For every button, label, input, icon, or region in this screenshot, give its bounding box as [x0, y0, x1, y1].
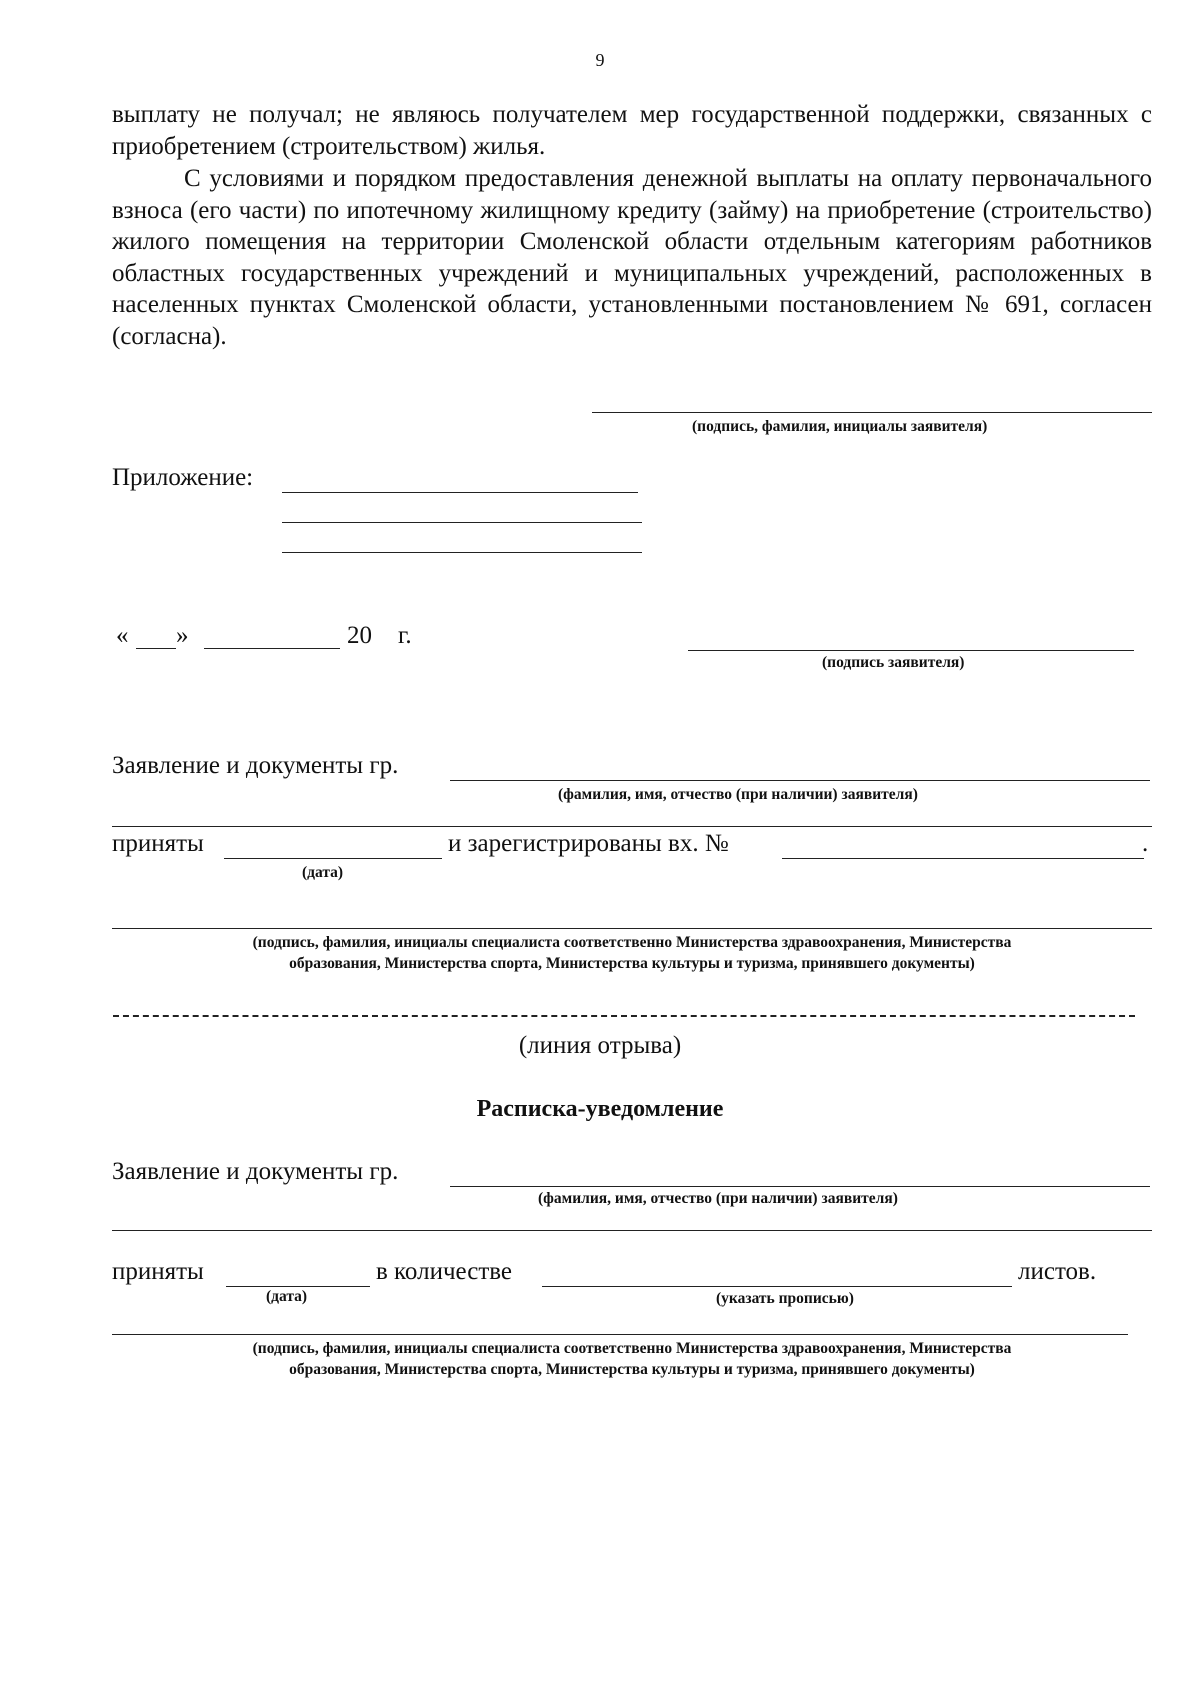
applicant-signature-caption: (подпись, фамилия, инициалы заявителя)	[692, 418, 988, 435]
specialist-signature-caption-2	[112, 1338, 1152, 1380]
attachment-line-2[interactable]	[282, 522, 642, 523]
quantity-label: в количестве	[376, 1258, 513, 1285]
page-number: 9	[595, 50, 605, 70]
date-day-line[interactable]	[136, 648, 176, 649]
tear-line-label: (линия отрыва)	[518, 1032, 682, 1059]
paragraph-1: выплату не получал; не являюсь получателем мер государственной поддержки, связанных с приобретением (строительством) жилья.	[112, 101, 1152, 160]
specialist-caption-2-line-1: (подпись, фамилия, инициалы специалиста соответственно Министерства здравоохранения, Министерства	[252, 1340, 1012, 1357]
applicant-signature-2-caption: (подпись заявителя)	[822, 654, 965, 671]
date-close-quote: »	[176, 622, 189, 649]
specialist-caption-1-line-2: образования, Министерства спорта, Министерства культуры и туризма, принявшего документы)	[289, 955, 975, 972]
sheets-label: листов.	[1018, 1258, 1097, 1285]
statement-continuation-line-1[interactable]	[112, 826, 1152, 827]
statement-fio-caption-1: (фамилия, имя, отчество (при наличии) заявителя)	[558, 786, 918, 803]
date-year: 20	[347, 622, 372, 649]
specialist-caption-2-line-2: образования, Министерства спорта, Министерства культуры и туризма, принявшего документы)	[289, 1361, 975, 1378]
accepted-label-1: приняты	[112, 830, 204, 857]
attachment-line-3[interactable]	[282, 552, 642, 553]
statement-fio-line-2[interactable]	[450, 1186, 1150, 1187]
specialist-signature-line-1[interactable]	[112, 928, 1152, 929]
date-month-line[interactable]	[204, 648, 340, 649]
specialist-signature-line-2[interactable]	[112, 1334, 1128, 1335]
registered-label: и зарегистрированы вх. №	[448, 830, 729, 857]
registration-period: .	[1142, 830, 1149, 857]
date-year-suffix: г.	[398, 622, 412, 649]
attachment-line-1[interactable]	[282, 492, 638, 493]
statement-label-1: Заявление и документы гр.	[112, 752, 399, 779]
specialist-signature-caption-1	[112, 932, 1152, 974]
statement-continuation-line-2[interactable]	[112, 1230, 1152, 1231]
tear-dashed-line	[113, 1015, 1135, 1017]
statement-fio-line-1[interactable]	[450, 780, 1150, 781]
accepted-label-2: приняты	[112, 1258, 204, 1285]
applicant-signature-2-line[interactable]	[688, 650, 1134, 651]
date-open-quote: «	[116, 622, 129, 649]
applicant-signature-line[interactable]	[592, 412, 1152, 413]
specialist-caption-1-line-1: (подпись, фамилия, инициалы специалиста соответственно Министерства здравоохранения, Министерства	[252, 934, 1012, 951]
accepted-date-caption-1: (дата)	[302, 864, 344, 881]
accepted-date-line-1[interactable]	[224, 858, 442, 859]
statement-label-2: Заявление и документы гр.	[112, 1158, 399, 1185]
receipt-heading: Расписка-уведомление	[476, 1096, 724, 1122]
accepted-date-caption-2: (дата)	[266, 1288, 308, 1305]
accepted-date-line-2[interactable]	[226, 1286, 370, 1287]
in-words-caption: (указать прописью)	[716, 1290, 854, 1307]
paragraph-2: С условиями и порядком предоставления денежной выплаты на оплату первоначального взноса (его части) по ипотечному жилищному кредиту (займу) на приобретение (строительство) жилого помещения на территории Смоленской области отдельным категориям работников областных государственных учреждений и муниципальных учреждений, расположенных в населенных пунктах Смоленской области, установленными постановлением № 691, согласен (согласна).	[112, 165, 1152, 350]
statement-fio-caption-2: (фамилия, имя, отчество (при наличии) заявителя)	[538, 1190, 898, 1207]
attachment-label: Приложение:	[112, 464, 254, 491]
registration-number-line[interactable]	[782, 858, 1144, 859]
quantity-line[interactable]	[542, 1286, 1012, 1287]
